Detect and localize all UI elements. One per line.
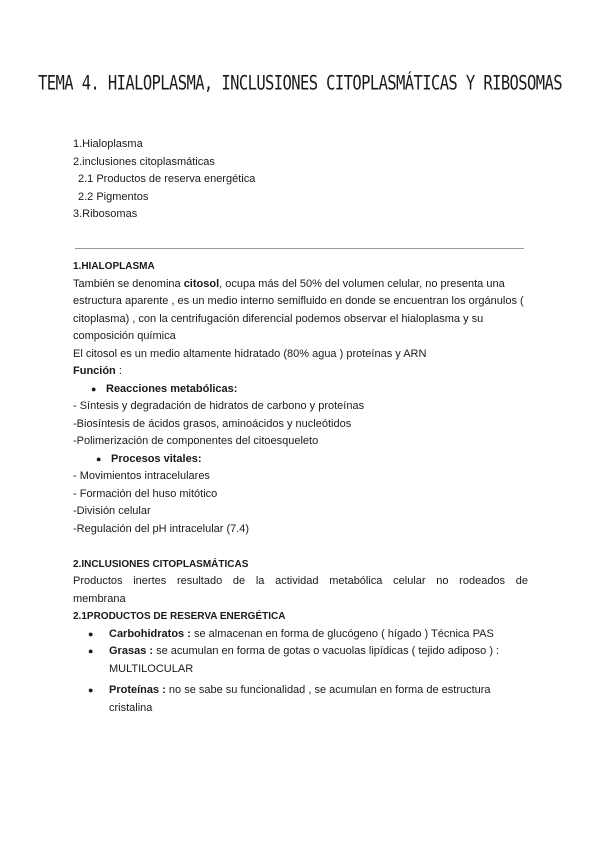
text-run: , ocupa más del 50% del volumen celular, no presenta una estructura aparente , es un medio interno semifluido en donde se encuentran los orgánulos ( citoplasma) , con la centrifugación diferencial podemos observar el hialoplasma y su composición química: [73, 277, 524, 342]
text-run: :: [115, 365, 122, 377]
table-of-contents: [73, 136, 255, 224]
reserve-products-list: [73, 626, 528, 718]
bullet-metabolic-reactions: [73, 381, 528, 399]
toc-item: 1.Hialoplasma: [73, 138, 143, 150]
paragraph-composition: El citosol es un medio altamente hidratado (80% agua ) proteínas y ARN: [73, 347, 427, 360]
section-heading-inclusiones: 2.INCLUSIONES CITOPLASMÁTICAS: [73, 558, 249, 570]
item-label: Grasas :: [109, 645, 154, 657]
function-label: Función: [73, 365, 116, 377]
list-item-carbohidratos: [73, 626, 528, 644]
list-item: -División celular: [73, 505, 151, 517]
list-item-grasas: [73, 643, 528, 678]
list-item-proteinas: [73, 682, 528, 717]
item-text: se almacenan en forma de glucógeno ( hígado ) Técnica PAS: [190, 627, 494, 640]
bullet-icon: ●: [88, 685, 94, 695]
item-text: se acumulan en forma de gotas o vacuolas lipídicas ( tejido adiposo ) : MULTILOCULAR: [109, 645, 500, 675]
bullet-icon: ●: [91, 383, 97, 394]
toc-subitem: 2.1 Productos de reserva energética: [78, 173, 256, 185]
item-label: Carbohidratos :: [109, 627, 191, 640]
toc-subitem: 2.2 Pigmentos: [78, 190, 149, 203]
item-text: no se sabe su funcionalidad , se acumulan en forma de estructura cristalina: [109, 684, 491, 714]
document-body: [73, 258, 528, 717]
bullet-label: Reacciones metabólicas:: [106, 382, 238, 395]
list-item: - Movimientos intracelulares: [73, 470, 210, 482]
text-run: También se denomina: [73, 277, 184, 290]
horizontal-divider: [75, 248, 524, 249]
bullet-icon: ●: [96, 453, 102, 464]
list-item: - Formación del huso mitótico: [73, 487, 218, 500]
list-item: -Regulación del pH intracelular (7.4): [73, 522, 250, 535]
paragraph-inclusions-line: Productos inertes resultado de la actividad metabólica celular no rodeados de: [73, 575, 528, 587]
paragraph-inclusions-end: membrana: [73, 592, 126, 605]
list-item: -Biosíntesis de ácidos grasos, aminoácidos y nucleótidos: [73, 417, 352, 430]
term-citosol: citosol: [183, 277, 220, 290]
item-label: Proteínas :: [109, 684, 166, 696]
section-heading-hialoplasma: 1.HIALOPLASMA: [73, 261, 155, 272]
function-label-line: [73, 363, 528, 381]
subsection-heading-reserva: 2.1PRODUCTOS DE RESERVA ENERGÉTICA: [73, 611, 286, 622]
paragraph-definition: [73, 276, 528, 346]
bullet-vital-processes: [73, 451, 528, 469]
list-item: -Polimerización de componentes del citoesqueleto: [73, 435, 319, 447]
toc-item: 3.Ribosomas: [73, 208, 138, 220]
page-title: TEMA 4. HIALOPLASMA, INCLUSIONES CITOPLASMÁTICAS Y RIBOSOMAS: [38, 71, 562, 95]
bullet-icon: ●: [88, 628, 94, 639]
bullet-label: Procesos vitales:: [111, 452, 202, 465]
bullet-icon: ●: [88, 646, 94, 656]
list-item: - Síntesis y degradación de hidratos de carbono y proteínas: [73, 400, 365, 412]
toc-item: 2.inclusiones citoplasmáticas: [73, 155, 215, 168]
